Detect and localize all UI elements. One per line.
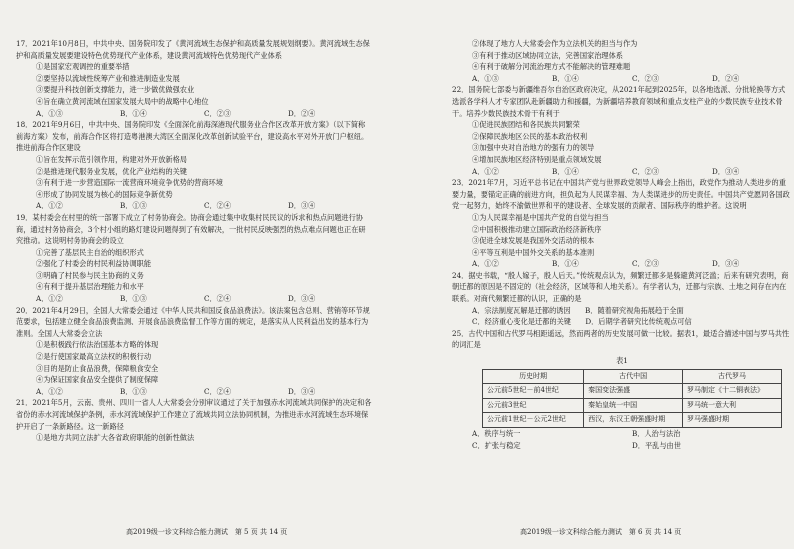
choice-d: D．平乱与由世	[632, 440, 681, 450]
question-option: ②体现了地方人大常委会作为立法机关的担当与作为	[472, 39, 638, 48]
question-stem: 22．国务院七部委与新疆维吾尔自治区政府决定，从2021年起到2025年，以各地选派、分批轮换等方式选派各学科人才专家团队赴新疆助力和援疆，为新疆培养教育领域和重点支柱产业的少数民族专业技术骨干。培养少数民族技术骨干有利于	[452, 85, 786, 118]
question-option: ④形成了协同发展为核心的国际竞争新优势	[36, 189, 173, 199]
answer-choices	[16, 293, 372, 305]
table-cell: 罗马统一意大利	[683, 398, 782, 413]
question-block	[16, 305, 372, 398]
table-cell: 公元前5世纪－前4世纪	[483, 384, 584, 399]
answer-choices	[452, 258, 792, 270]
question-option: ②是行使国家最高立法权的积极行动	[36, 352, 152, 362]
question-option: ①促进民族团结和各民族共同繁荣	[472, 120, 580, 130]
answer-choice: D．③④	[288, 294, 316, 304]
answer-choice: A．①②	[36, 201, 63, 211]
question-option: ①是积极践行依法治国基本方略的体现	[36, 340, 159, 350]
answer-choice: B．①③	[120, 201, 147, 211]
answer-choice: B．①④	[552, 73, 579, 83]
question-block	[16, 119, 372, 212]
question-option: ③要提升科技创新支撑能力，进一步做优做强农业	[36, 85, 195, 95]
answer-choice: A．①②	[36, 294, 63, 304]
answer-choices	[16, 108, 372, 120]
question-block	[452, 328, 792, 351]
table-row	[483, 384, 782, 399]
question-option: ④有利于提升基层治理能力和水平	[36, 282, 144, 292]
answer-choice: C．②③	[204, 108, 232, 118]
question-option: ②是推进现代服务业发展，优化产业结构的关键	[36, 166, 187, 176]
question-option: ③加强中央对自治地方的强有力的领导	[472, 143, 595, 153]
answer-choice: D．②④	[288, 108, 316, 118]
final-choices-2	[452, 440, 792, 452]
answer-choice: B．①④	[552, 166, 579, 176]
answer-choice: A．①③	[472, 73, 499, 83]
question-block	[452, 177, 792, 270]
question-option: ③促进全球发展是我国外交活动的根本	[472, 236, 595, 246]
question-stem: 21．2021年5月，云南、贵州、四川一省人人大常委会分别审议通过了关于加强赤水河流域共同保护的决定和各省份的赤水河流域保护条例，赤水河流域保护工作建立了流域共同立法协同机制，为推进赤水河流域生态环境保护开启了一条新路径。这一新路径	[16, 398, 372, 431]
answer-choice: B．①④	[552, 259, 579, 269]
choice-b: B．人治与法治	[632, 429, 681, 438]
page-footer-right: 高2019级一诊文科综合能力测试 第 6 页 共 14 页	[520, 528, 682, 536]
answer-choices	[16, 200, 372, 212]
table-row	[483, 413, 782, 428]
answer-choice: A．①③	[36, 108, 63, 118]
answer-choice: D．③④	[712, 166, 740, 176]
question-stem: 20．2021年4月29日，全国人大常委会通过《中华人民共和国反食品浪费法》。该法案包含总则、营销等环节规范要求，包括建立健全食品浪费监测、开展食品浪费监督工作等方面的规定，是落实从人民利益出发的基本行为准则。全国人大常委会立法	[16, 305, 370, 338]
question-option: ②要坚持以流域性统筹产业和推进制造业发展	[36, 73, 180, 83]
choice-c: C．扩张与稳定	[472, 440, 521, 450]
question-stem: 17．2021年10月8日，中共中央、国务院印发了《黄河流域生态保护和高质量发展规划纲要》。黄河流域生态保护和高质量发展要建设特色优势现代产业体系，建设黄河流域特色优势现代产业体系	[16, 39, 370, 60]
question-option: ③有利于进一步营造国际一流营商环境竞争优势的营商环境	[36, 178, 223, 188]
comparison-table	[482, 369, 782, 428]
table-row	[483, 398, 782, 413]
question-option: ④平等互利是中国外交关系的基本准则	[472, 247, 595, 257]
answer-choice: D．③④	[288, 201, 316, 211]
answer-choice: B．①③	[120, 294, 147, 304]
question-option: ①完善了基层民主自治的组织形式	[36, 247, 144, 257]
table-title: 表1	[616, 356, 628, 366]
question-option: ④增加民族地区经济特别是重点领域发展	[472, 154, 602, 164]
answer-choice: C．②③	[632, 73, 660, 83]
final-choices	[452, 428, 792, 440]
question-option: ③明确了村民参与民主协商的义务	[36, 270, 144, 280]
answer-choice: B．①④	[120, 108, 147, 118]
answer-choices	[452, 166, 792, 178]
question-option: ①是国家宏观调控的重要举措	[36, 62, 130, 72]
answer-choice: C．②③	[632, 259, 660, 269]
question-option: ①是地方共同立法扩大各省政府职能的创新性做法	[36, 433, 195, 443]
answer-choice: D．②④	[712, 73, 740, 83]
question-block	[452, 270, 792, 328]
question-stem: 24．据史书载，“殷人嫁子，殷人后天。”传统观点认为，频繁迁都多是躲避黄河泛滥；后来有研究表明，商朝迁都的原因是不固定的（社会经济，区域等和人地关系）。有学者认为，迁都与宗族、土地之间存在内在联系。对商代频繁迁都的认识，正确的是	[452, 270, 789, 304]
question-stem: 23．2021年7月，习近平总书记在中国共产党与世界政党领导人峰会上指出，政党作为推动人类进步的重要力量，要锚定正确的前进方向，担负起为人民谋幸福、为人类谋进步的历史责任。中国共产党愿同各国政党一起努力，始终不渝做世界和平的建设者、全球发展的贡献者、国际秩序的维护者。这说明	[452, 178, 790, 211]
question-stem: 25．古代中国和古代罗马相距遥远，然而两者的历史发展可做一比较。据表1，最适合描述中国与罗马共性的词汇是	[452, 328, 790, 350]
question-option: A．宗法制度瓦解是迁都的诱因 B．随着研究视角拓展趋于全面	[472, 305, 684, 315]
answer-choice: C．②④	[204, 201, 232, 211]
question-option: C．经济重心变化是迁都的关键 D．后期学者研究比传统观点可信	[472, 317, 692, 327]
answer-choices	[16, 386, 372, 398]
question-option: ③有利于推动区域协同立法，完善国家治理体系	[472, 50, 623, 60]
answer-choice: C．②③	[632, 166, 660, 176]
page-footer-left: 高2019级一诊文科综合能力测试 第 5 页 共 14 页	[126, 528, 288, 536]
table-cell: 罗马强盛时期	[683, 413, 782, 428]
answer-choice: A．①②	[472, 259, 499, 269]
table-cell: 公元前1世纪－公元2世纪	[483, 413, 584, 428]
answer-choice: C．②④	[204, 294, 232, 304]
answer-choice: D．③④	[712, 259, 740, 269]
left-column	[16, 38, 372, 444]
question-option: ③目的是防止食品浪费，保障粮食安全	[36, 363, 159, 373]
question-option: ④有利于破解分河流治理方式不能解决的管理难题	[472, 62, 631, 72]
choice-a: A．秩序与统一	[472, 429, 521, 438]
question-option: ②保障民族地区公民的基本政治权利	[472, 131, 588, 141]
answer-choices	[452, 73, 792, 85]
question-block	[16, 397, 372, 443]
table-cell: 西汉，东汉王朝强盛时期	[584, 413, 683, 428]
table-cell: 公元前3世纪	[483, 398, 584, 413]
answer-choice: A．①②	[36, 386, 63, 396]
table-cell: 秦国变法强盛	[584, 384, 683, 399]
answer-choice: A．①②	[472, 166, 499, 176]
answer-choice: B．①③	[120, 386, 147, 396]
question-block	[452, 84, 792, 177]
question-stem: 19．某村委会在村里的统一部署下成立了村务协商会。协商会通过集中收集村民民议的诉求和热点问题进行协商，通过村务协商会，3个村小组的路灯建设问题得到了有效解决，一批村民反映强烈的热点难点问题也正在研究推动。这说明村务协商会的设立	[16, 212, 366, 246]
table-cell: 秦始皇统一中国	[584, 398, 683, 413]
question-option: ④为保证国家食品安全提供了制度保障	[36, 375, 159, 385]
answer-choice: D．③④	[288, 386, 316, 396]
question-option: ②中国积极推动建立国际政治经济新秩序	[472, 224, 602, 234]
table-header-china: 古代中国	[584, 369, 683, 384]
question-stem: 18．2021年9月6日，中共中央、国务院印发《全面深化前海深港现代服务业合作区改革开放方案》（以下简称前海方案）发布，前海合作区将打造粤港澳大湾区全面深化改革创新试验平台，建设高水平对外开放门户枢纽。推进前海合作区建设	[16, 120, 369, 153]
question-block	[16, 38, 372, 119]
question-option: ②强化了村委会的村民利益协调职能	[36, 259, 152, 269]
table-header-rome: 古代罗马	[683, 369, 782, 384]
table-header-period: 历史时期	[483, 369, 584, 384]
question-block	[16, 212, 372, 305]
question-option: ①旨在发挥示范引领作用，构建对外开放新格局	[36, 154, 187, 164]
question-option: ①为人民谋幸福是中国共产党的自觉与担当	[472, 212, 609, 222]
table-cell: 罗马制定《十二铜表法》	[683, 384, 782, 399]
right-column	[452, 38, 792, 451]
question-option: ④旨在确立黄河流域在国家发展大局中的战略中心地位	[36, 96, 209, 106]
answer-choice: C．②④	[204, 386, 232, 396]
